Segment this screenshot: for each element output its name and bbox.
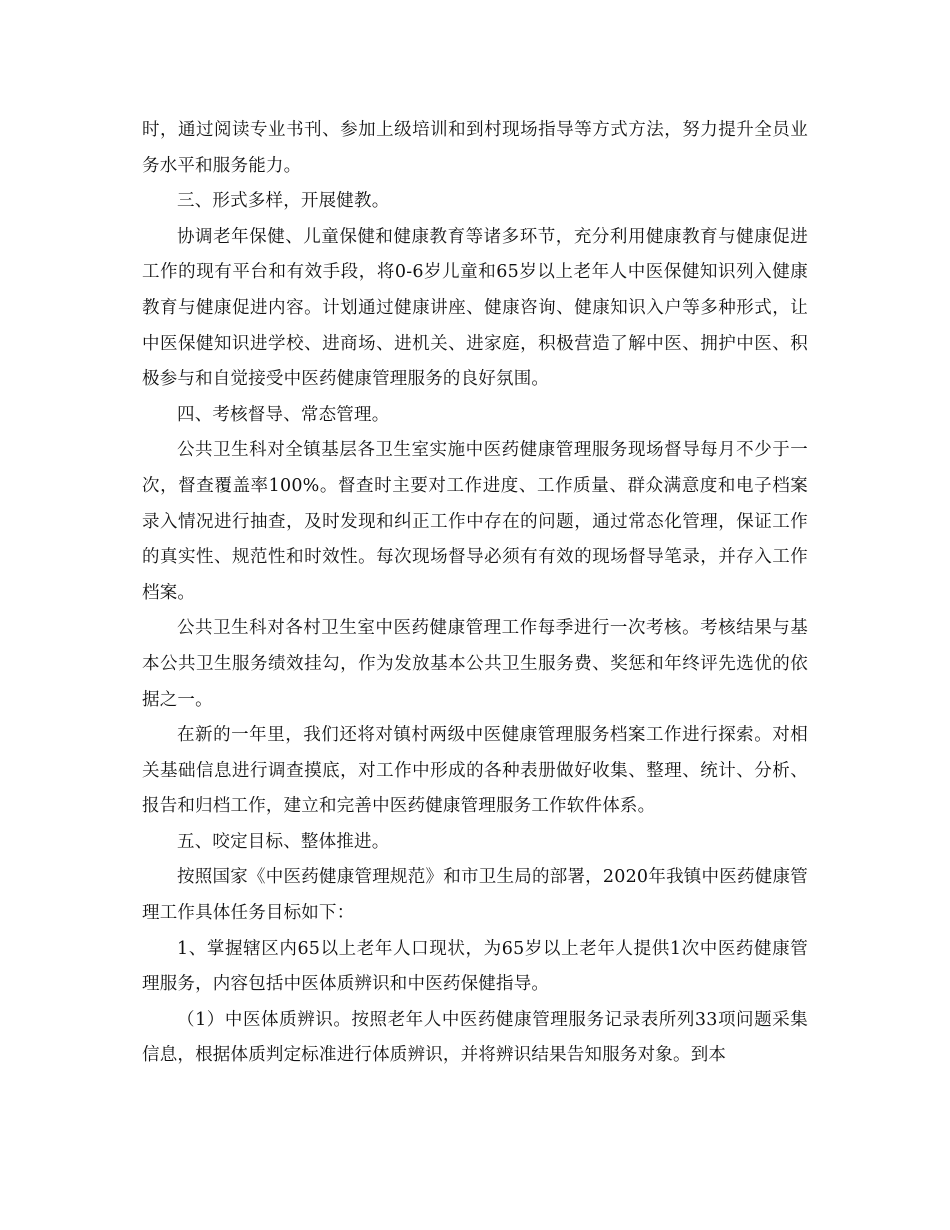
list-item: 1、掌握辖区内65以上老年人口现状，为65岁以上老年人提供1次中医药健康管理服务，内容包括中医体质辨识和中医药保健指导。	[142, 938, 808, 995]
section-heading-3: 三、形式多样，开展健教。	[177, 191, 390, 212]
paragraph-continuation: 时，通过阅读专业书刊、参加上级培训和到村现场指导等方式方法，努力提升全员业务水平和服务能力。	[142, 120, 808, 176]
sub-list-item: （1）中医体质辨识。按照老年人中医药健康管理服务记录表所列33项问题采集信息，根据体质判定标准进行体质辨识，并将辨识结果告知服务对象。到本	[142, 1009, 808, 1066]
paragraph: 公共卫生科对各村卫生室中医药健康管理工作每季进行一次考核。考核结果与基本公共卫生服务绩效挂勾，作为发放基本公共卫生服务费、奖惩和年终评先选优的依据之一。	[142, 618, 808, 710]
paragraph: 协调老年保健、儿童保健和健康教育等诸多环节，充分利用健康教育与健康促进工作的现有平台和有效手段，将0-6岁儿童和65岁以上老年人中医保健知识列入健康教育与健康促进内容。计划通过健康讲座、健康咨询、健康知识入户等多种形式，让中医保健知识进学校、进商场、进机关、进家庭，积极营造了解中医、拥护中医、积极参与和自觉接受中医药健康管理服务的良好氛围。	[142, 226, 808, 390]
paragraph: 公共卫生科对全镇基层各卫生室实施中医药健康管理服务现场督导每月不少于一次，督查覆盖率100%。督查时主要对工作进度、工作质量、群众满意度和电子档案录入情况进行抽查，及时发现和纠正工作中存在的问题，通过常态化管理，保证工作的真实性、规范性和时效性。每次现场督导必须有有效的现场督导笔录，并存入工作档案。	[142, 440, 808, 603]
paragraph: 在新的一年里，我们还将对镇村两级中医健康管理服务档案工作进行探索。对相关基础信息进行调查摸底，对工作中形成的各种表册做好收集、整理、统计、分析、报告和归档工作，建立和完善中医药健康管理服务工作软件体系。	[142, 725, 808, 817]
section-heading-5: 五、咬定目标、整体推进。	[177, 831, 390, 852]
document-page	[142, 113, 808, 1074]
section-heading-4: 四、考核督导、常态管理。	[177, 404, 390, 425]
paragraph: 按照国家《中医药健康管理规范》和市卫生局的部署，2020年我镇中医药健康管理工作具体任务目标如下：	[142, 867, 808, 924]
